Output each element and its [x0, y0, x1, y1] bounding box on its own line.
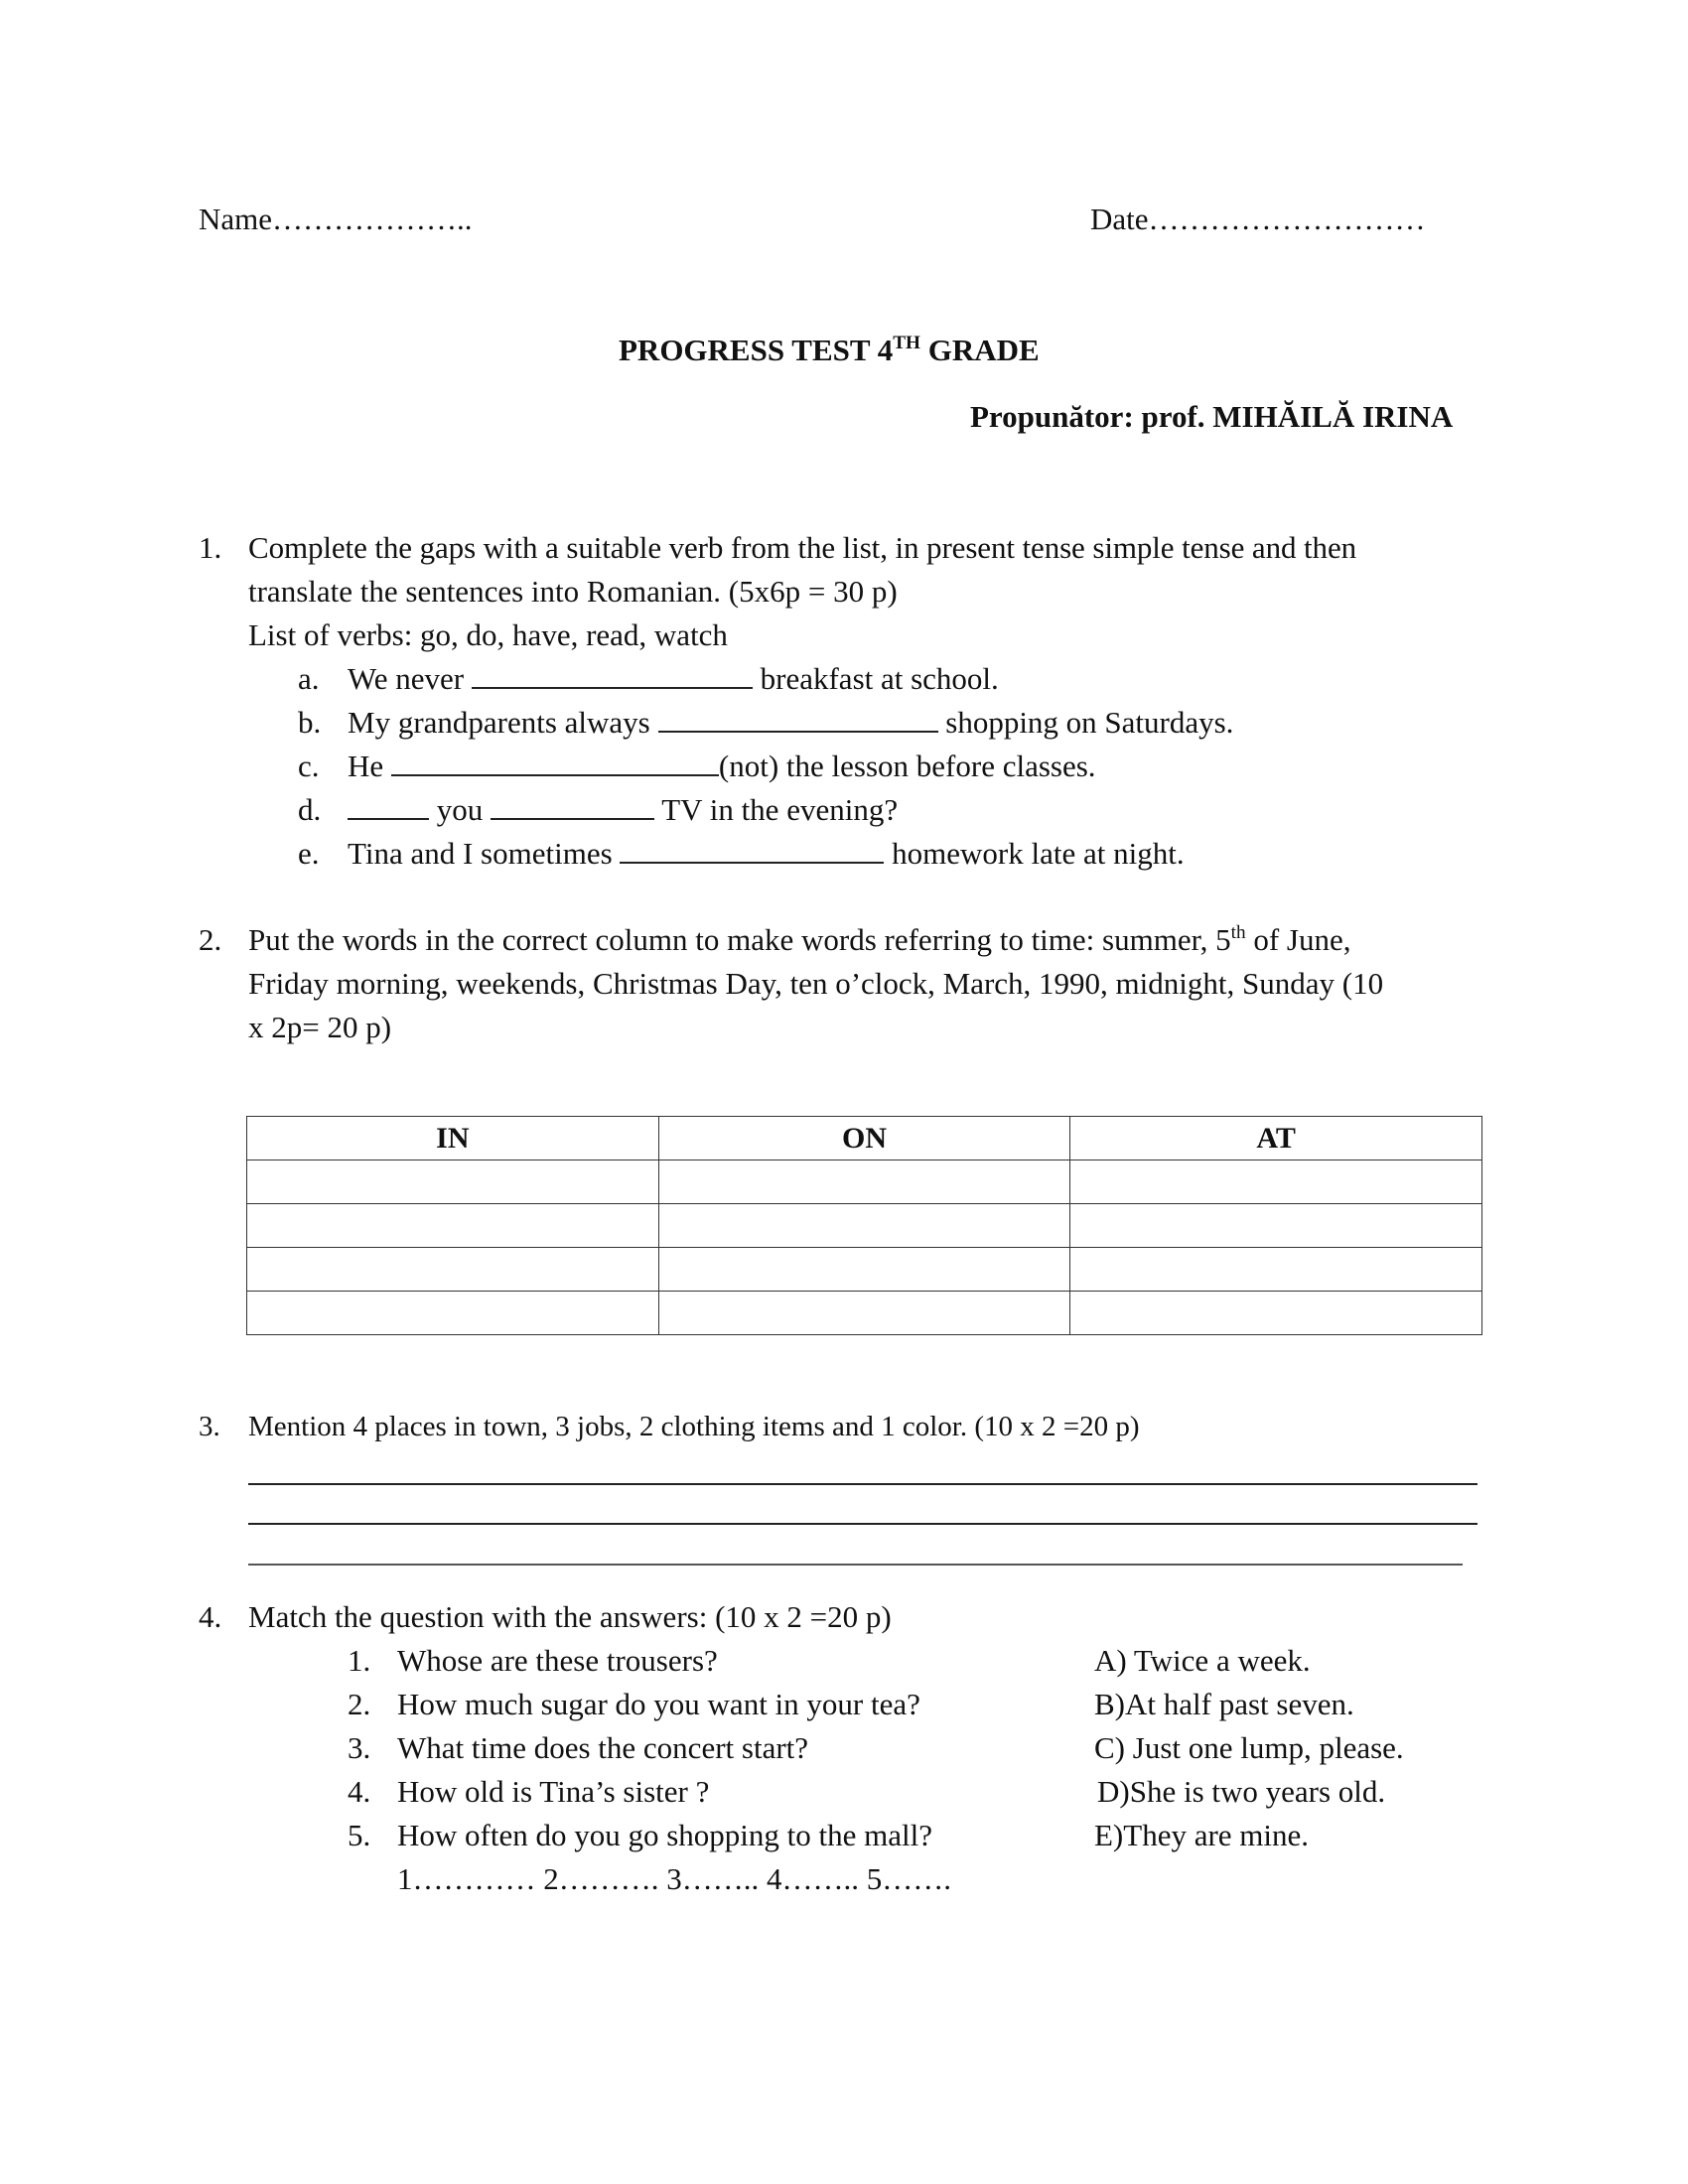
question-2: How much sugar do you want in your tea?: [397, 1687, 920, 1721]
question-1-number: 1.: [348, 1643, 371, 1678]
table-row: [247, 1160, 1482, 1204]
ex1-item-b: [348, 707, 1233, 738]
gap-blank[interactable]: [348, 817, 429, 820]
instruction-text: Put the words in the correct column to make words referring to time: summer, 5: [248, 922, 1231, 957]
table-row: [247, 1292, 1482, 1335]
item-text: TV in the evening?: [654, 792, 899, 827]
answer-line-2[interactable]: [248, 1523, 1477, 1525]
ex1-item-b-letter: b.: [298, 705, 322, 740]
ex4-instruction: Match the question with the answers: (10 x 2 =20 p): [248, 1599, 892, 1634]
ex1-instruction-line1: Complete the gaps with a suitable verb from the list, in present tense simple tense and then: [248, 530, 1357, 565]
gap-blank[interactable]: [491, 817, 654, 820]
answer-b: B)At half past seven.: [1094, 1687, 1354, 1721]
gap-blank[interactable]: [391, 773, 719, 776]
gap-blank[interactable]: [658, 730, 938, 733]
ex1-instruction-line2: translate the sentences into Romanian. (5x6p = 30 p): [248, 574, 898, 609]
ex2-instruction-line2: Friday morning, weekends, Christmas Day, ten o’clock, March, 1990, midnight, Sunday (10: [248, 966, 1384, 1001]
table-row: [247, 1204, 1482, 1248]
ex1-item-e: [348, 838, 1185, 869]
question-5: How often do you go shopping to the mall?: [397, 1818, 932, 1852]
answer-key-field[interactable]: 1………… 2………. 3…….. 4…….. 5…….: [397, 1861, 951, 1896]
question-4: How old is Tina’s sister ?: [397, 1774, 710, 1809]
table-cell[interactable]: [658, 1292, 1070, 1335]
answer-line-1[interactable]: [248, 1483, 1477, 1485]
item-text: breakfast at school.: [752, 661, 999, 696]
answer-e: E)They are mine.: [1094, 1818, 1310, 1852]
table-row: [247, 1248, 1482, 1292]
ex1-number: 1.: [199, 530, 222, 565]
item-text: My grandparents always: [348, 705, 658, 740]
question-3-number: 3.: [348, 1730, 371, 1765]
ex1-item-a: [348, 663, 999, 694]
table-cell[interactable]: [658, 1160, 1070, 1204]
column-header-on: ON: [658, 1117, 1070, 1160]
answer-line-3[interactable]: [248, 1564, 1463, 1566]
name-field[interactable]: Name………………..: [199, 202, 473, 236]
page-title: [619, 335, 1040, 365]
question-5-number: 5.: [348, 1818, 371, 1852]
item-text: He: [348, 749, 391, 783]
table-cell[interactable]: [247, 1248, 659, 1292]
table-cell[interactable]: [658, 1248, 1070, 1292]
question-3: What time does the concert start?: [397, 1730, 809, 1765]
title-text-end: GRADE: [920, 333, 1040, 367]
item-text: homework late at night.: [884, 836, 1185, 871]
table-cell[interactable]: [247, 1204, 659, 1248]
ex3-instruction: Mention 4 places in town, 3 jobs, 2 clothing items and 1 color. (10 x 2 =20 p): [248, 1411, 1140, 1442]
question-2-number: 2.: [348, 1687, 371, 1721]
item-text: shopping on Saturdays.: [937, 705, 1234, 740]
table-cell[interactable]: [658, 1204, 1070, 1248]
ex2-instruction-line1: [248, 924, 1351, 955]
ex1-item-d: [348, 794, 898, 825]
question-1: Whose are these trousers?: [397, 1643, 718, 1678]
item-text: (not) the lesson before classes.: [718, 749, 1096, 783]
author-line: Propunător: prof. MIHĂILĂ IRINA: [970, 399, 1454, 434]
ex1-item-c: [348, 751, 1096, 781]
question-4-number: 4.: [348, 1774, 371, 1809]
table-cell[interactable]: [247, 1160, 659, 1204]
table-cell[interactable]: [1070, 1160, 1482, 1204]
ex4-number: 4.: [199, 1599, 222, 1634]
table-cell[interactable]: [1070, 1292, 1482, 1335]
ex1-item-c-letter: c.: [298, 749, 320, 783]
ex2-number: 2.: [199, 922, 222, 957]
title-text: PROGRESS TEST 4: [619, 333, 894, 367]
ex2-instruction-line3: x 2p= 20 p): [248, 1010, 392, 1044]
superscript: th: [1230, 922, 1246, 944]
ex3-number: 3.: [199, 1411, 220, 1442]
ex1-verb-list: List of verbs: go, do, have, read, watch: [248, 617, 728, 652]
column-header-at: AT: [1070, 1117, 1482, 1160]
item-text: We never: [348, 661, 472, 696]
answer-a: A) Twice a week.: [1094, 1643, 1311, 1678]
item-text: Tina and I sometimes: [348, 836, 621, 871]
gap-blank[interactable]: [472, 686, 753, 689]
instruction-text: of June,: [1245, 922, 1351, 957]
column-header-in: IN: [247, 1117, 659, 1160]
ex1-item-e-letter: e.: [298, 836, 320, 871]
time-prepositions-table: [246, 1116, 1482, 1335]
date-field[interactable]: Date………………………: [1090, 202, 1426, 236]
table-header-row: [247, 1117, 1482, 1160]
ex1-item-d-letter: d.: [298, 792, 322, 827]
ex1-item-a-letter: a.: [298, 661, 320, 696]
title-superscript: TH: [893, 333, 920, 354]
table-cell[interactable]: [1070, 1204, 1482, 1248]
gap-blank[interactable]: [620, 861, 884, 864]
answer-d: D)She is two years old.: [1097, 1774, 1386, 1809]
answer-c: C) Just one lump, please.: [1094, 1730, 1404, 1765]
table-cell[interactable]: [247, 1292, 659, 1335]
table-cell[interactable]: [1070, 1248, 1482, 1292]
item-text: you: [429, 792, 491, 827]
